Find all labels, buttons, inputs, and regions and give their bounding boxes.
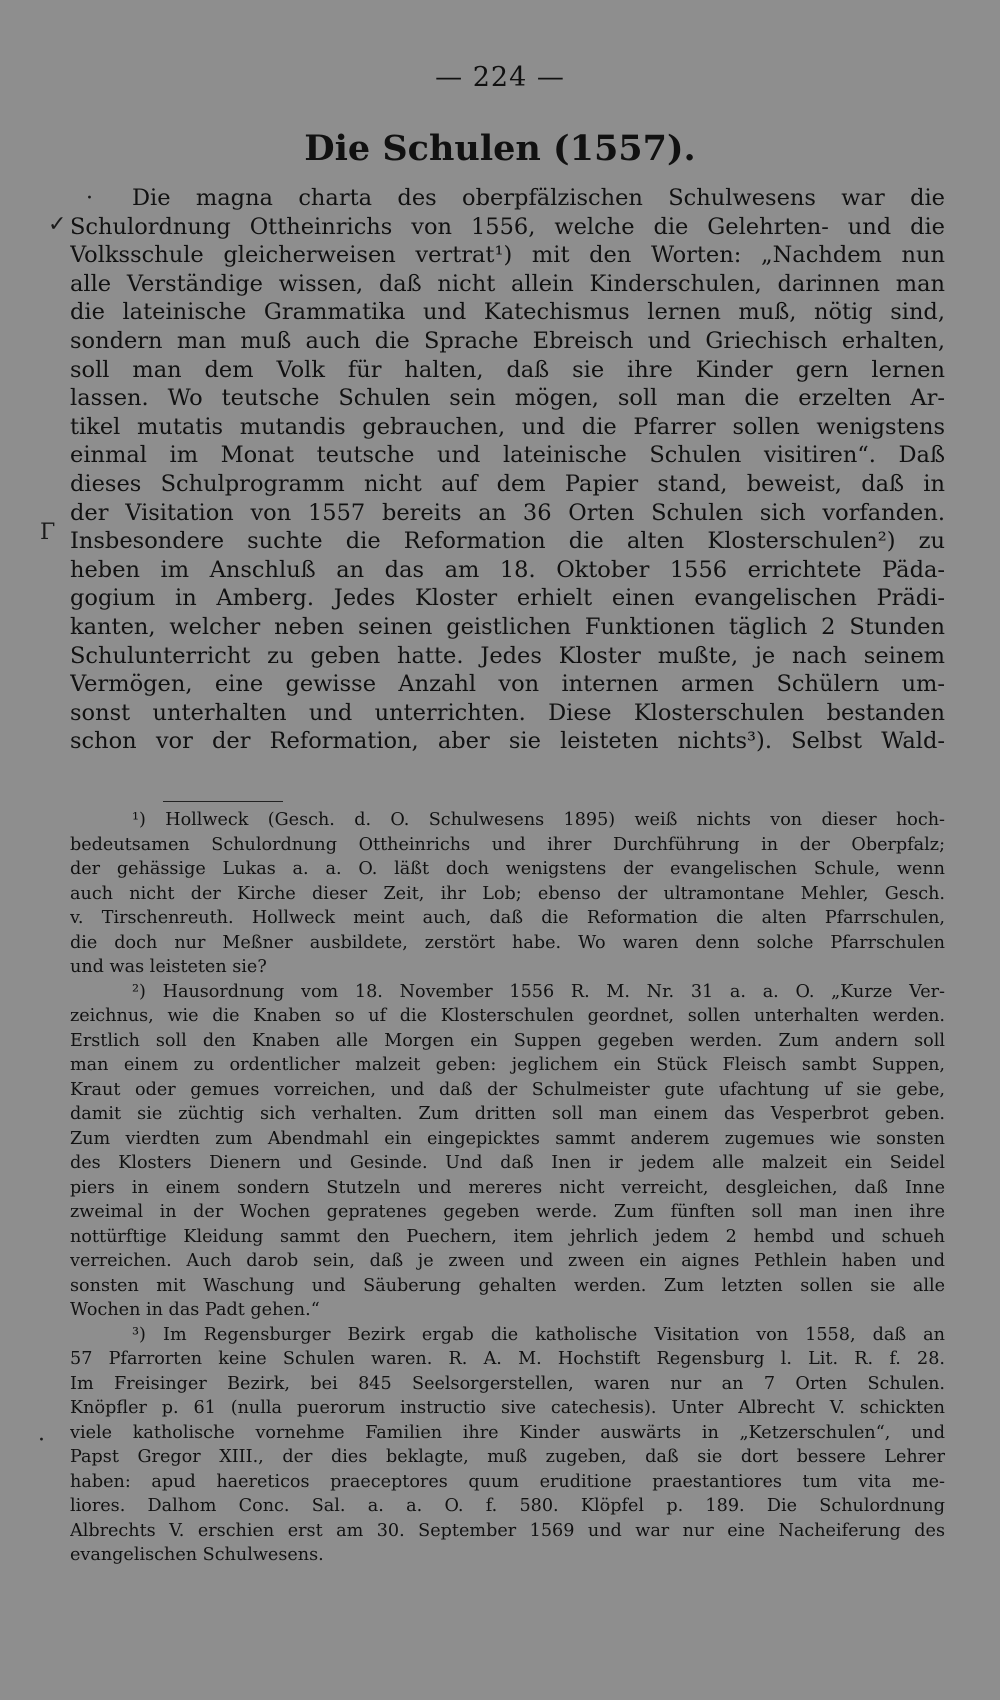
text-line: dieses Schulprogramm nicht auf dem Papier stand, beweist, daß in [70, 470, 945, 497]
footnote-line: Papst Gregor XIII., der dies beklagte, muß zugeben, daß sie dort bessere Lehrer [70, 1447, 945, 1467]
text-line: gogium in Amberg. Jedes Kloster erhielt einen evangelischen Prädi- [70, 585, 945, 612]
margin-dot-mark: · [86, 186, 93, 211]
footnote-line: verreichen. Auch darob sein, daß je zween und zween ein aignes Pethlein haben und [70, 1251, 945, 1271]
footnote-line: nottürftige Kleidung sammt den Puechern, item jehrlich jedem 2 hembd und schueh [70, 1226, 945, 1247]
footnote-line: ³) Im Regensburger Bezirk ergab die katholische Visitation von 1558, daß an [132, 1324, 945, 1345]
text-line: kanten, welcher neben seinen geistlichen Funktionen täglich 2 Stunden [70, 613, 945, 640]
footnote-line: piers in einem sondern Stutzeln und mereres nicht verreicht, desgleichen, daß Inne [70, 1177, 945, 1198]
text-line: sonst unterhalten und unterrichten. Diese Klosterschulen bestanden [70, 699, 945, 726]
footnote-line: Knöpfler p. 61 (nulla puerorum instructio sive catechesis). Unter Albrecht V. schickten [70, 1398, 945, 1418]
text-line: Schulunterricht zu geben hatte. Jedes Kloster mußte, je nach seinem [70, 642, 945, 669]
text-line: einmal im Monat teutsche und lateinische Schulen visitiren“. Daß [70, 442, 945, 469]
footnotes [70, 808, 945, 1568]
text-line: die lateinische Grammatika und Katechismus lernen muß, nötig sind, [70, 299, 945, 326]
footnote-line: und was leisteten sie? [70, 957, 267, 977]
footnote-line: Kraut oder gemues vorreichen, und daß der Schulmeister gute ufachtung uf sie gebe, [70, 1079, 945, 1100]
footnote-line: sonsten mit Waschung und Säuberung gehalten werden. Zum letzten sollen sie alle [70, 1275, 945, 1296]
text-line: Volksschule gleicherweisen vertrat¹) mit den Worten: „Nachdem nun [70, 242, 945, 269]
footnote-line: liores. Dalhom Conc. Sal. a. a. O. f. 580. Klöpfel p. 189. Die Schulordnung [70, 1496, 945, 1516]
text-line: lassen. Wo teutsche Schulen sein mögen, soll man die erzelten Ar- [70, 385, 945, 412]
footnote-line: ¹) Hollweck (Gesch. d. O. Schulwesens 1895) weiß nichts von dieser hoch- [132, 810, 945, 830]
page-number: — 224 — [435, 62, 565, 93]
footnote-line: haben: apud haereticos praeceptores quum eruditione praestantiores tum vita me- [70, 1471, 945, 1492]
text-line: tikel mutatis mutandis gebrauchen, und die Pfarrer sollen wenigstens [70, 413, 945, 440]
chapter-title: Die Schulen (1557). [304, 128, 696, 169]
footnote-line: Wochen in das Padt gehen.“ [70, 1300, 320, 1320]
footnote-line: auch nicht der Kirche dieser Zeit, ihr Lob; ebenso der ultramontane Mehler, Gesch. [70, 883, 945, 904]
footnote-line: des Klosters Dienern und Gesinde. Und daß Inen ir jedem alle malzeit ein Seidel [70, 1153, 945, 1173]
footnote-line: man einem zu ordentlicher malzeit geben: jeglichem ein Stück Fleisch sambt Suppen, [70, 1055, 945, 1075]
footnote-line: Zum vierdten zum Abendmahl ein eingepicktes sammt anderem zugemues wie sonsten [70, 1128, 945, 1149]
text-line: Vermögen, eine gewisse Anzahl von internen armen Schülern um- [70, 671, 945, 698]
footnote-line: Erstlich soll den Knaben alle Morgen ein Suppen gegeben werden. Zum andern soll [70, 1030, 945, 1051]
main-text [70, 184, 945, 756]
text-line: alle Verständige wissen, daß nicht allein Kinderschulen, darinnen man [70, 270, 945, 297]
footnote-line: Im Freisinger Bezirk, bei 845 Seelsorgerstellen, waren nur an 7 Orten Schulen. [70, 1373, 945, 1394]
footnote-line: bedeutsamen Schulordnung Ottheinrichs und ihrer Durchführung in der Oberpfalz; [70, 834, 945, 855]
footnote-line: evangelischen Schulwesens. [70, 1545, 324, 1565]
margin-footnote-mark: · [38, 1428, 45, 1453]
footnote-line: v. Tirschenreuth. Hollweck meint auch, daß die Reformation die alten Pfarrschulen, [70, 908, 945, 928]
margin-bracket-mark: Γ [40, 520, 56, 545]
footnote-line: zeichnus, wie die Knaben so uf die Klosterschulen geordnet, sollen unterhalten werden. [70, 1006, 945, 1026]
footnote-line: Albrechts V. erschien erst am 30. September 1569 und war nur eine Nacheiferung des [70, 1520, 945, 1541]
footnote-line: viele katholische vornehme Familien ihre Kinder auswärts in „Ketzerschulen“, und [70, 1422, 945, 1443]
footnote-line: 57 Pfarrorten keine Schulen waren. R. A. M. Hochstift Regensburg l. Lit. R. f. 28. [70, 1349, 945, 1369]
footnote-line: ²) Hausordnung vom 18. November 1556 R. M. Nr. 31 a. a. O. „Kurze Ver- [132, 981, 945, 1002]
text-line: soll man dem Volk für halten, daß sie ihre Kinder gern lernen [70, 356, 945, 383]
text-line: Die magna charta des oberpfälzischen Schulwesens war die [132, 185, 945, 211]
footnote-line: damit sie züchtig sich verhalten. Zum dritten soll man einem das Vesperbrot geben. [70, 1104, 945, 1124]
text-line: sondern man muß auch die Sprache Ebreisch und Griechisch erhalten, [70, 327, 945, 354]
footnote-separator [163, 801, 283, 802]
margin-check-mark: ✓ [48, 212, 67, 237]
text-line: Schulordnung Ottheinrichs von 1556, welche die Gelehrten- und die [70, 213, 945, 240]
footnote-line: der gehässige Lukas a. a. O. läßt doch wenigstens der evangelischen Schule, wenn [70, 859, 945, 879]
text-line: heben im Anschluß an das am 18. Oktober 1556 errichtete Päda- [70, 556, 945, 583]
footnote-line: die doch nur Meßner ausbildete, zerstört habe. Wo waren denn solche Pfarrschulen [70, 932, 945, 953]
footnote-line: zweimal in der Wochen gepratenes gegeben werde. Zum fünften soll man inen ihre [70, 1202, 945, 1222]
text-line: der Visitation von 1557 bereits an 36 Orten Schulen sich vorfanden. [70, 499, 945, 526]
text-line: Insbesondere suchte die Reformation die alten Klosterschulen²) zu [70, 528, 945, 555]
text-line: schon vor der Reformation, aber sie leisteten nichts³). Selbst Wald- [70, 728, 945, 755]
